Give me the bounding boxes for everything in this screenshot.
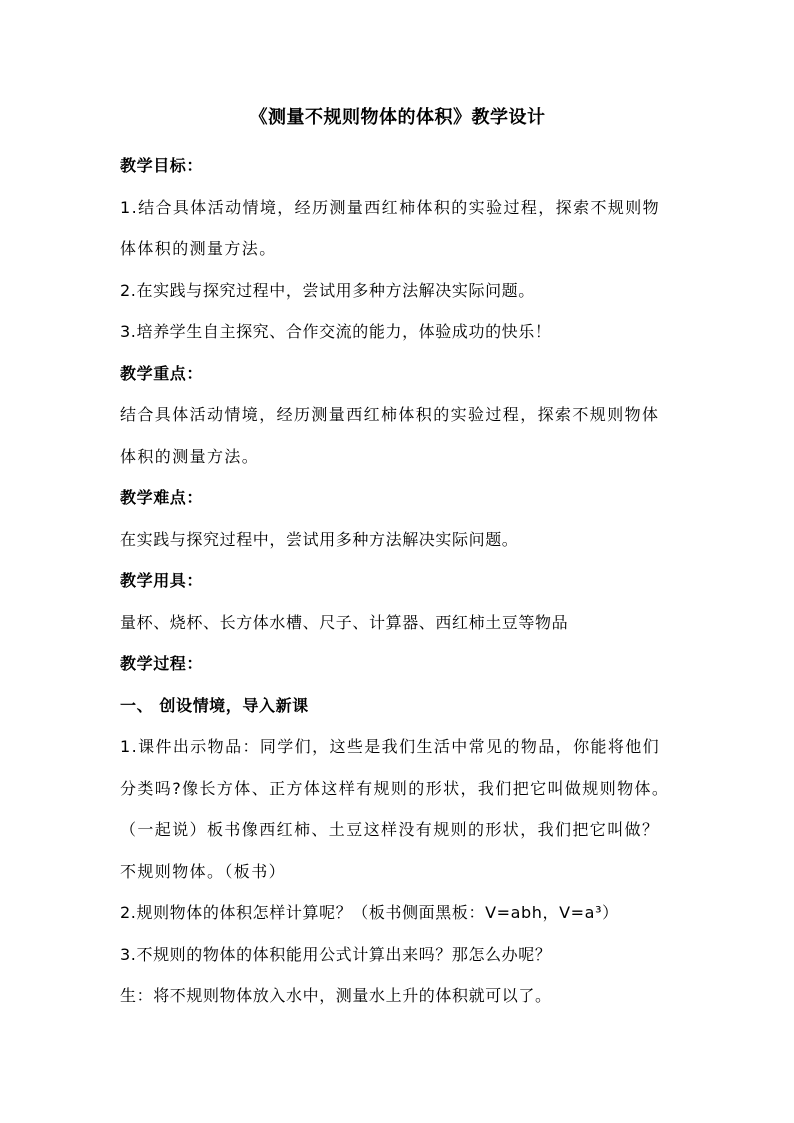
process-heading: 教学过程：	[120, 654, 204, 673]
objective-item-1: 1.结合具体活动情境，经历测量西红柿体积的实验过程，探索不规则物体体积的测量方法。	[120, 197, 661, 258]
difficulties-heading: 教学难点：	[120, 488, 204, 507]
key-points-text: 结合具体活动情境，经历测量西红柿体积的实验过程，探索不规则物体体积的测量方法。	[120, 405, 660, 466]
document-title: 《测量不规则物体的体积》教学设计	[249, 107, 546, 128]
process-item-3: 3.不规则的物体的体积能用公式计算出来吗？那怎么办呢？	[120, 944, 552, 964]
document-body	[120, 103, 675, 1017]
difficulties-text: 在实践与探究过程中，尝试用多种方法解决实际问题。	[120, 529, 519, 549]
process-item-2: 2.规则物体的体积怎样计算呢？（板书侧面黑板：V=abh，V=a³）	[120, 903, 619, 922]
objective-item-2: 2.在实践与探究过程中，尝试用多种方法解决实际问题。	[120, 280, 535, 300]
key-points-heading: 教学重点：	[120, 363, 204, 383]
tools-text: 量杯、烧杯、长方体水槽、尺子、计算器、西红柿土豆等物品	[120, 612, 569, 632]
section-1-title: 一、 创设情境，导入新课	[120, 695, 309, 715]
process-item-1: 1.课件出示物品：同学们，这些是我们生活中常见的物品，你能将他们分类吗?像长方体、正方体这样有规则的形状，我们把它叫做规则物体。（一起说）板书像西红柿、土豆这样没有规则的形状，我们把它叫做？不规则物体。（板书）	[120, 737, 670, 881]
objective-item-3: 3.培养学生自主探究、合作交流的能力，体验成功的快乐！	[120, 322, 552, 341]
objectives-heading: 教学目标：	[120, 156, 204, 175]
tools-heading: 教学用具：	[120, 571, 204, 590]
student-answer: 生：将不规则物体放入水中，测量水上升的体积就可以了。	[120, 986, 552, 1005]
